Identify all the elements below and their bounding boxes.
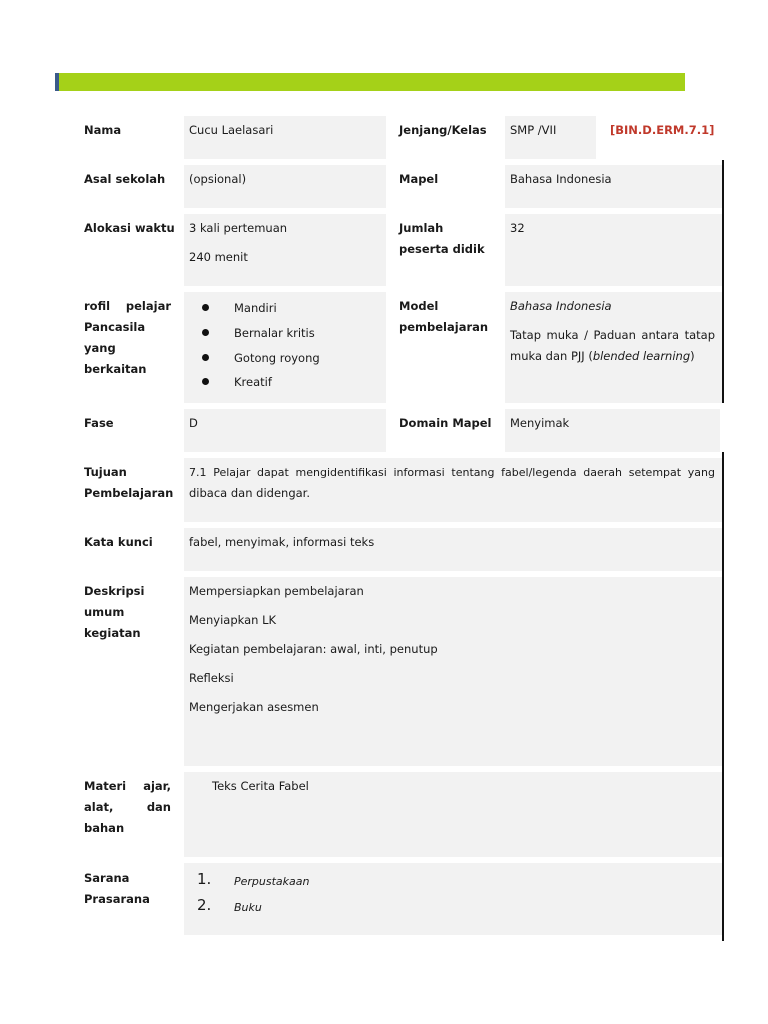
value-model-line2 (510, 346, 695, 367)
label-model-line1: Model (399, 299, 439, 313)
value-tujuan-line1: 7.1 Pelajar dapat mengidentifikasi informasi tentang fabel/legenda daerah setempat yang (189, 466, 715, 479)
bullet-icon (202, 329, 209, 336)
label-deskripsi-line1: Deskripsi (84, 584, 145, 598)
profil-item: Gotong royong (234, 351, 320, 365)
deskripsi-item: Menyiapkan LK (189, 613, 277, 627)
label-jumlah-line2: peserta didik (399, 242, 485, 256)
value-model-line1: Tatap muka / Paduan antara tatap (510, 328, 715, 342)
label-deskripsi-line3: kegiatan (84, 626, 141, 640)
label-fase: Fase (84, 416, 114, 430)
table-right-border-bottom (722, 452, 724, 941)
label-jenjang: Jenjang/Kelas (399, 123, 487, 137)
deskripsi-item: Kegiatan pembelajaran: awal, inti, penutup (189, 642, 438, 656)
label-nama: Nama (84, 123, 122, 137)
bullet-icon (202, 304, 209, 311)
table-right-border-top (722, 160, 724, 403)
value-kata-kunci: fabel, menyimak, informasi teks (189, 535, 375, 549)
label-deskripsi-line2: umum (84, 605, 125, 619)
label-model-line2: pembelajaran (399, 320, 489, 334)
value-asal-sekolah: (opsional) (189, 172, 247, 186)
label-profil-word2: pelajar (125, 299, 171, 313)
sarana-number: 2. (197, 896, 212, 914)
label-mapel: Mapel (399, 172, 439, 186)
label-sarana-line1: Sarana (84, 871, 130, 885)
label-sarana-line2: Prasarana (84, 892, 150, 906)
label-materi-line2 (84, 797, 171, 818)
cell-jumlah-value (505, 214, 722, 286)
value-alokasi-line2: 240 menit (189, 250, 248, 264)
value-model-line2-post: ) (690, 349, 695, 363)
sarana-number: 1. (197, 870, 212, 888)
value-model-line2-italic: blended learning (592, 349, 691, 363)
label-materi-word4: dan (146, 800, 171, 814)
label-kata-kunci: Kata kunci (84, 535, 153, 549)
label-materi-line3: bahan (84, 821, 125, 835)
label-profil-line1 (84, 296, 171, 317)
label-asal-sekolah: Asal sekolah (84, 172, 166, 186)
profil-item: Mandiri (234, 301, 277, 315)
bullet-icon (202, 378, 209, 385)
label-materi-line1 (84, 776, 171, 797)
deskripsi-item: Refleksi (189, 671, 234, 685)
header-bar-edge (55, 73, 59, 91)
label-tujuan-line1: Tujuan (84, 465, 127, 479)
value-jenjang: SMP /VII (510, 123, 557, 137)
value-tujuan-line2: dibaca dan didengar. (189, 486, 310, 500)
label-alokasi-waktu: Alokasi waktu (84, 221, 175, 235)
label-domain-mapel: Domain Mapel (399, 416, 492, 430)
label-materi-word2: ajar, (143, 779, 171, 793)
label-tujuan-line2: Pembelajaran (84, 486, 174, 500)
bullet-icon (202, 354, 209, 361)
profil-item: Kreatif (234, 375, 272, 389)
value-domain-mapel: Menyimak (510, 416, 570, 430)
cell-deskripsi-value (184, 577, 722, 766)
value-model-line2-pre: muka dan PJJ ( (510, 349, 593, 363)
value-jumlah-peserta: 32 (510, 221, 525, 235)
label-profil-line3: yang (84, 341, 116, 355)
deskripsi-item: Mempersiapkan pembelajaran (189, 584, 364, 598)
header-accent-bar (57, 73, 685, 91)
value-model-italic: Bahasa Indonesia (510, 299, 612, 313)
cell-fase-value (184, 409, 386, 452)
label-jumlah-line1: Jumlah (399, 221, 444, 235)
label-profil-line2: Pancasila (84, 320, 146, 334)
value-fase: D (189, 416, 198, 430)
label-profil-line4: berkaitan (84, 362, 147, 376)
profil-item: Bernalar kritis (234, 326, 315, 340)
label-materi-word1: Materi (84, 779, 127, 793)
value-nama: Cucu Laelasari (189, 123, 274, 137)
value-mapel: Bahasa Indonesia (510, 172, 612, 186)
sarana-item: Perpustakaan (234, 875, 310, 888)
label-profil-word1: rofil (84, 299, 111, 313)
value-materi: Teks Cerita Fabel (212, 779, 309, 793)
sarana-item: Buku (234, 901, 262, 914)
deskripsi-item: Mengerjakan asesmen (189, 700, 319, 714)
label-materi-word3: alat, (84, 800, 114, 814)
value-alokasi-line1: 3 kali pertemuan (189, 221, 288, 235)
kode-capaian: [BIN.D.ERM.7.1] (610, 123, 715, 137)
